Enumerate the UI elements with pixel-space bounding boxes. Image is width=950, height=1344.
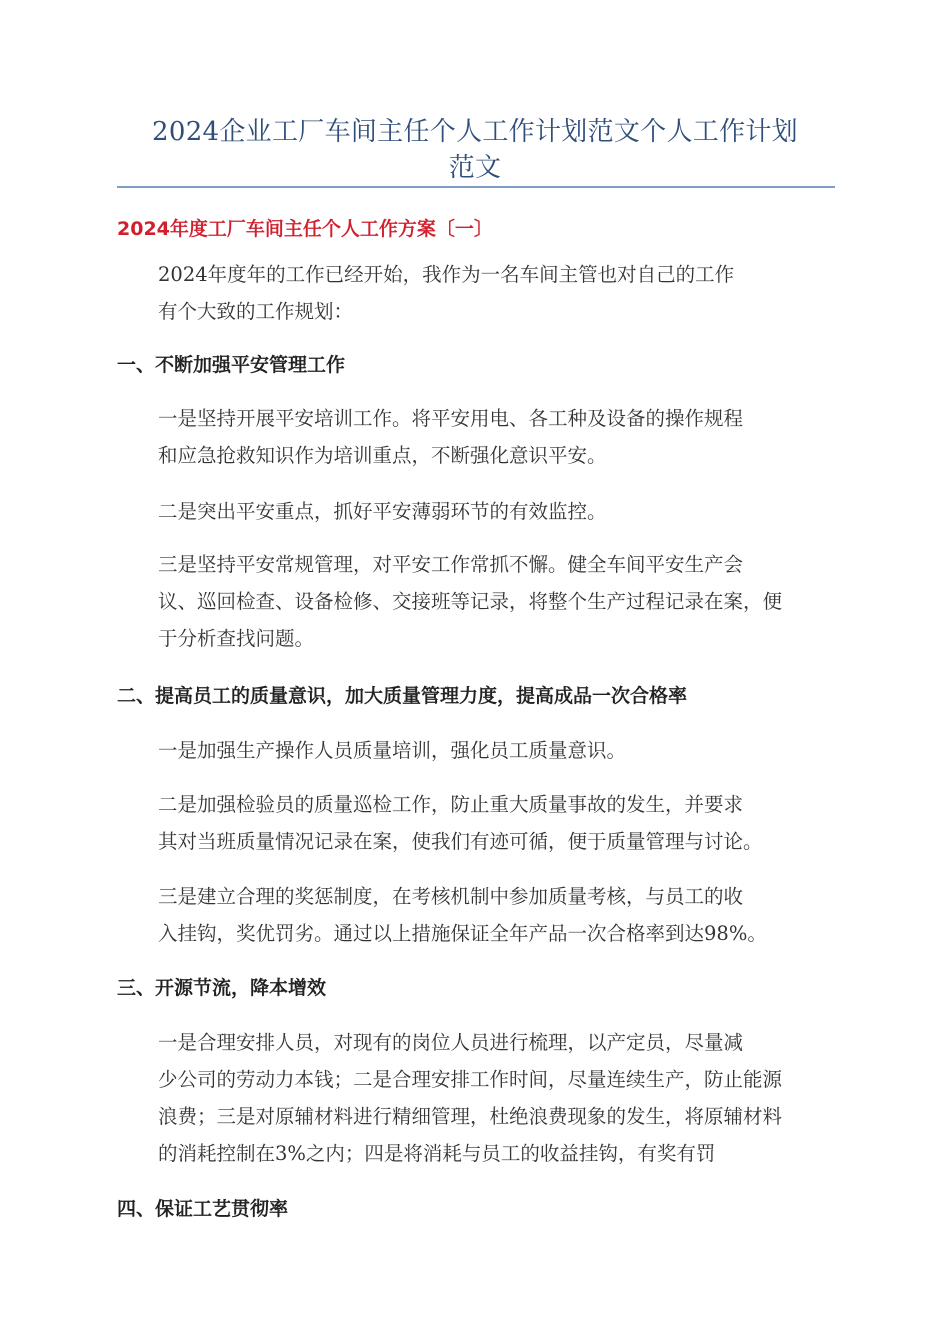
intro-paragraph [117,256,835,330]
section-heading-1: 一、不断加强平安管理工作 [117,354,346,376]
intro-line: 有个大致的工作规划： [158,300,354,323]
section-2-paragraph-2 [117,786,835,860]
paragraph-line: 和应急抢救知识作为培训重点，不断强化意识平安。 [158,444,607,467]
section-1-paragraph-2 [117,493,835,530]
paragraph-line: 于分析查找问题。 [158,627,315,650]
paragraph-line: 其对当班质量情况记录在案，使我们有迹可循，便于质量管理与讨论。 [158,830,763,853]
section-1-paragraph-3 [117,546,835,657]
section-heading-3: 三、开源节流，降本增效 [117,977,327,999]
paragraph-line: 的消耗控制在3%之内；四是将消耗与员工的收益挂钩，有奖有罚 [158,1142,716,1165]
section-2-paragraph-1 [117,732,835,769]
section-heading-2: 二、提高员工的质量意识，加大质量管理力度，提高成品一次合格率 [117,685,688,707]
section-1-paragraph-1 [117,400,835,474]
paragraph-line: 浪费；三是对原辅材料进行精细管理，杜绝浪费现象的发生，将原辅材料 [158,1105,783,1128]
title-underline [117,186,835,188]
document-title-line-2: 范文 [448,153,502,183]
section-3-paragraph-1 [117,1024,835,1172]
paragraph-line: 一是合理安排人员，对现有的岗位人员进行梳理，以产定员，尽量减 [158,1031,744,1054]
document-title [117,114,833,186]
paragraph-line: 入挂钩，奖优罚劣。通过以上措施保证全年产品一次合格率到达98%。 [158,922,767,945]
paragraph-line: 一是加强生产操作人员质量培训，强化员工质量意识。 [158,739,627,762]
paragraph-line: 二是突出平安重点，抓好平安薄弱环节的有效监控。 [158,500,607,523]
paragraph-line: 三是建立合理的奖惩制度，在考核机制中参加质量考核，与员工的收 [158,885,744,908]
document-title-line-1: 2024企业工厂车间主任个人工作计划范文个人工作计划 [152,117,798,147]
paragraph-line: 少公司的劳动力本钱；二是合理安排工作时间，尽量连续生产，防止能源 [158,1068,783,1091]
paragraph-line: 议、巡回检查、设备检修、交接班等记录，将整个生产过程记录在案，便 [158,590,783,613]
section-heading-4: 四、保证工艺贯彻率 [117,1198,289,1220]
intro-line: 2024年度年的工作已经开始，我作为一名车间主管也对自己的工作 [158,263,735,286]
paragraph-line: 二是加强检验员的质量巡检工作，防止重大质量事故的发生，并要求 [158,793,744,816]
section-2-paragraph-3 [117,878,835,952]
plan-heading: 2024年度工厂车间主任个人工作方案〔一〕 [117,218,493,240]
paragraph-line: 三是坚持平安常规管理，对平安工作常抓不懈。健全车间平安生产会 [158,553,744,576]
paragraph-line: 一是坚持开展平安培训工作。将平安用电、各工种及设备的操作规程 [158,407,744,430]
